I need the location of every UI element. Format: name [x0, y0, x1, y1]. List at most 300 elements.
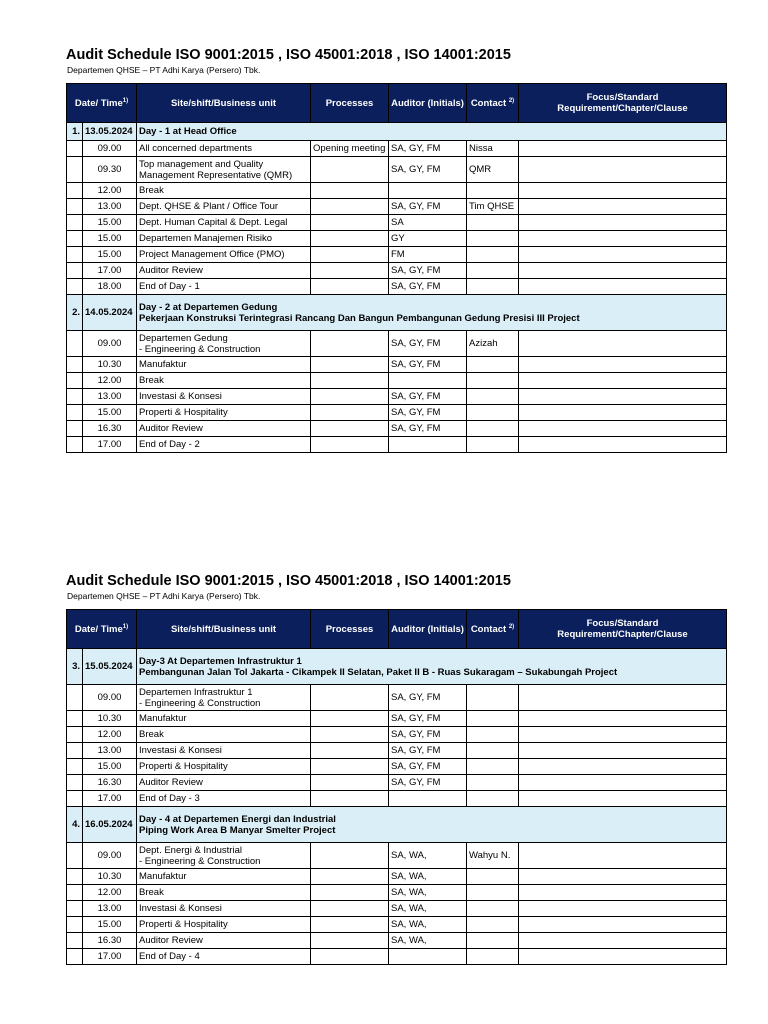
row-time: 15.00	[83, 215, 137, 231]
row-focus	[519, 727, 727, 743]
header-footnote-marker: 1)	[122, 624, 129, 631]
row-spacer	[67, 199, 83, 215]
row-focus	[519, 373, 727, 389]
row-focus	[519, 743, 727, 759]
row-auditor: SA, WA,	[389, 933, 467, 949]
row-site	[137, 215, 311, 231]
row-auditor: GY	[389, 231, 467, 247]
row-time: 09.30	[83, 157, 137, 183]
table-row	[67, 141, 727, 157]
header-footnote-marker: 2)	[508, 624, 515, 631]
row-focus	[519, 215, 727, 231]
row-site	[137, 437, 311, 453]
row-auditor: SA, GY, FM	[389, 727, 467, 743]
row-time: 09.00	[83, 141, 137, 157]
day-date: 13.05.2024	[83, 123, 137, 141]
row-site	[137, 421, 311, 437]
row-contact	[467, 405, 519, 421]
row-contact	[467, 247, 519, 263]
row-site-line1: Project Management Office (PMO)	[139, 249, 285, 260]
row-site-line1: Break	[139, 887, 164, 898]
row-site	[137, 743, 311, 759]
row-processes	[311, 183, 389, 199]
row-processes	[311, 869, 389, 885]
row-site-line1: Auditor Review	[139, 265, 203, 276]
row-time: 13.00	[83, 743, 137, 759]
row-contact	[467, 711, 519, 727]
row-time: 13.00	[83, 901, 137, 917]
day-heading-title: Day - 2 at Departemen Gedung	[139, 301, 278, 313]
row-site	[137, 685, 311, 711]
row-spacer	[67, 231, 83, 247]
row-spacer	[67, 357, 83, 373]
row-contact: Azizah	[467, 331, 519, 357]
row-site	[137, 885, 311, 901]
row-contact	[467, 759, 519, 775]
table-row	[67, 711, 727, 727]
row-focus	[519, 247, 727, 263]
row-focus	[519, 869, 727, 885]
document-title: Audit Schedule ISO 9001:2015 , ISO 45001:2018 , ISO 14001:2015	[66, 47, 511, 63]
row-processes	[311, 917, 389, 933]
row-auditor: SA, GY, FM	[389, 405, 467, 421]
row-site-line2: - Engineering & Construction	[139, 343, 261, 355]
row-focus	[519, 885, 727, 901]
table-row	[67, 885, 727, 901]
row-site-line1: Top management and Quality	[139, 158, 264, 170]
day-heading-title: Day - 4 at Departemen Energi dan Industrial	[139, 813, 336, 825]
header-date-time	[67, 610, 137, 649]
row-site	[137, 331, 311, 357]
table-row	[67, 949, 727, 965]
header-date-time	[67, 84, 137, 123]
document-subtitle: Departemen QHSE – PT Adhi Karya (Persero) Tbk.	[67, 591, 261, 601]
row-focus	[519, 279, 727, 295]
row-focus	[519, 183, 727, 199]
row-spacer	[67, 901, 83, 917]
row-focus	[519, 421, 727, 437]
row-time: 16.30	[83, 933, 137, 949]
header-auditor: Auditor (Initials)	[389, 84, 467, 123]
day-date: 15.05.2024	[83, 649, 137, 685]
day-date: 14.05.2024	[83, 295, 137, 331]
row-site-line1: End of Day - 2	[139, 439, 200, 450]
row-time: 10.30	[83, 357, 137, 373]
header-site: Site/shift/Business unit	[137, 610, 311, 649]
header-auditor: Auditor (Initials)	[389, 610, 467, 649]
table-header-row	[67, 610, 727, 649]
row-spacer	[67, 869, 83, 885]
row-processes	[311, 279, 389, 295]
row-auditor: SA, WA,	[389, 843, 467, 869]
table-header-row	[67, 84, 727, 123]
table-row	[67, 331, 727, 357]
row-focus	[519, 263, 727, 279]
row-time: 12.00	[83, 183, 137, 199]
table-row	[67, 759, 727, 775]
row-time: 10.30	[83, 711, 137, 727]
day-number: 2.	[67, 295, 83, 331]
row-contact	[467, 869, 519, 885]
row-spacer	[67, 685, 83, 711]
table-row	[67, 743, 727, 759]
row-spacer	[67, 405, 83, 421]
row-site	[137, 199, 311, 215]
row-auditor: SA, GY, FM	[389, 279, 467, 295]
row-site	[137, 373, 311, 389]
table-row	[67, 215, 727, 231]
header-footnote-marker: 1)	[122, 98, 129, 105]
row-contact	[467, 389, 519, 405]
row-site	[137, 231, 311, 247]
row-site	[137, 263, 311, 279]
row-focus	[519, 933, 727, 949]
row-spacer	[67, 885, 83, 901]
row-spacer	[67, 775, 83, 791]
row-site-line1: Auditor Review	[139, 423, 203, 434]
row-time: 17.00	[83, 791, 137, 807]
row-time: 09.00	[83, 331, 137, 357]
header-processes: Processes	[311, 84, 389, 123]
row-contact	[467, 437, 519, 453]
table-row	[67, 421, 727, 437]
row-site-line1: Auditor Review	[139, 935, 203, 946]
table-row	[67, 389, 727, 405]
row-focus	[519, 775, 727, 791]
row-time: 15.00	[83, 917, 137, 933]
table-row	[67, 775, 727, 791]
row-processes	[311, 157, 389, 183]
row-focus	[519, 791, 727, 807]
row-contact	[467, 183, 519, 199]
table-row	[67, 727, 727, 743]
row-processes	[311, 775, 389, 791]
row-time: 17.00	[83, 263, 137, 279]
table-row	[67, 279, 727, 295]
row-contact	[467, 949, 519, 965]
row-processes	[311, 791, 389, 807]
row-focus	[519, 949, 727, 965]
row-processes	[311, 263, 389, 279]
row-processes	[311, 685, 389, 711]
row-site-line1: Properti & Hospitality	[139, 407, 228, 418]
row-focus	[519, 759, 727, 775]
row-processes	[311, 331, 389, 357]
header-site: Site/shift/Business unit	[137, 84, 311, 123]
row-auditor: SA, GY, FM	[389, 743, 467, 759]
row-processes	[311, 215, 389, 231]
schedule-header-2	[66, 573, 726, 602]
row-time: 16.30	[83, 775, 137, 791]
day-heading-title: Day-3 At Departemen Infrastruktur 1	[139, 655, 302, 667]
row-site	[137, 901, 311, 917]
row-auditor: SA, GY, FM	[389, 759, 467, 775]
row-site	[137, 727, 311, 743]
row-processes	[311, 901, 389, 917]
row-spacer	[67, 215, 83, 231]
row-auditor: SA, GY, FM	[389, 141, 467, 157]
header-focus: Focus/Standard Requirement/Chapter/Clause	[519, 84, 727, 123]
day-number: 4.	[67, 807, 83, 843]
row-focus	[519, 405, 727, 421]
row-contact	[467, 727, 519, 743]
row-site-line2: - Engineering & Construction	[139, 697, 261, 709]
schedule-table-1	[66, 83, 727, 453]
row-contact	[467, 357, 519, 373]
row-time: 17.00	[83, 949, 137, 965]
schedule-header-1	[66, 47, 726, 76]
row-site-line1: All concerned departments	[139, 143, 253, 154]
row-site	[137, 405, 311, 421]
row-processes	[311, 437, 389, 453]
row-time: 18.00	[83, 279, 137, 295]
row-site	[137, 791, 311, 807]
row-site-line1: Investasi & Konsesi	[139, 391, 222, 402]
day-number: 3.	[67, 649, 83, 685]
day-number: 1.	[67, 123, 83, 141]
table-row	[67, 869, 727, 885]
row-site	[137, 389, 311, 405]
row-processes	[311, 933, 389, 949]
day-heading-project: Pembangunan Jalan Tol Jakarta - Cikampek II Selatan, Paket II B - Ruas Sukaragam – Sukabungah Project	[139, 666, 618, 678]
row-spacer	[67, 843, 83, 869]
table-row	[67, 373, 727, 389]
row-time: 09.00	[83, 685, 137, 711]
row-spacer	[67, 421, 83, 437]
row-spacer	[67, 711, 83, 727]
row-spacer	[67, 949, 83, 965]
row-contact: Nissa	[467, 141, 519, 157]
row-focus	[519, 901, 727, 917]
row-time: 15.00	[83, 759, 137, 775]
row-focus	[519, 231, 727, 247]
day-heading	[137, 123, 727, 141]
row-auditor: SA, GY, FM	[389, 421, 467, 437]
header-processes: Processes	[311, 610, 389, 649]
document-title: Audit Schedule ISO 9001:2015 , ISO 45001:2018 , ISO 14001:2015	[66, 573, 511, 589]
row-contact	[467, 933, 519, 949]
row-spacer	[67, 373, 83, 389]
row-processes	[311, 357, 389, 373]
row-site-line1: Departemen Manajemen Risiko	[139, 233, 273, 244]
row-time: 13.00	[83, 199, 137, 215]
row-time: 13.00	[83, 389, 137, 405]
row-site-line1: Break	[139, 185, 164, 196]
row-spacer	[67, 743, 83, 759]
schedule-table-2	[66, 609, 727, 965]
day-heading-project: Pekerjaan Konstruksi Terintegrasi Rancang Dan Bangun Pembangunan Gedung Presisi III Project	[139, 312, 580, 324]
day-heading-row	[67, 649, 727, 685]
row-site-line1: Auditor Review	[139, 777, 203, 788]
table-row	[67, 231, 727, 247]
row-site	[137, 933, 311, 949]
row-processes	[311, 389, 389, 405]
row-auditor: SA, GY, FM	[389, 331, 467, 357]
row-site-line1: Break	[139, 729, 164, 740]
table-row	[67, 843, 727, 869]
row-auditor: SA, WA,	[389, 901, 467, 917]
row-auditor: SA, GY, FM	[389, 711, 467, 727]
row-spacer	[67, 183, 83, 199]
row-site	[137, 141, 311, 157]
row-processes	[311, 199, 389, 215]
table-row	[67, 405, 727, 421]
day-heading-row	[67, 807, 727, 843]
row-spacer	[67, 141, 83, 157]
row-site-line1: Manufaktur	[139, 871, 187, 882]
row-processes	[311, 373, 389, 389]
row-auditor: SA, GY, FM	[389, 389, 467, 405]
row-focus	[519, 711, 727, 727]
row-spacer	[67, 791, 83, 807]
row-contact	[467, 685, 519, 711]
row-site	[137, 843, 311, 869]
row-site	[137, 357, 311, 373]
day-heading	[137, 807, 727, 843]
row-processes	[311, 843, 389, 869]
row-auditor: FM	[389, 247, 467, 263]
day-heading-row	[67, 123, 727, 141]
day-heading	[137, 649, 727, 685]
row-auditor: SA, WA,	[389, 869, 467, 885]
row-spacer	[67, 157, 83, 183]
row-site-line1: Investasi & Konsesi	[139, 903, 222, 914]
row-site-line1: End of Day - 1	[139, 281, 200, 292]
row-auditor: SA	[389, 215, 467, 231]
row-time: 17.00	[83, 437, 137, 453]
row-site	[137, 949, 311, 965]
row-contact	[467, 743, 519, 759]
row-site-line2: - Engineering & Construction	[139, 855, 261, 867]
row-auditor	[389, 949, 467, 965]
header-date-time-label: Date/ Time	[74, 624, 123, 636]
row-focus	[519, 843, 727, 869]
row-contact: QMR	[467, 157, 519, 183]
day-heading	[137, 295, 727, 331]
row-site	[137, 917, 311, 933]
row-site-line1: Dept. Energi & Industrial	[139, 844, 242, 856]
row-spacer	[67, 389, 83, 405]
row-site-line1: Departemen Infrastruktur 1	[139, 686, 253, 698]
row-site-line1: Properti & Hospitality	[139, 919, 228, 930]
row-focus	[519, 141, 727, 157]
row-auditor: SA, GY, FM	[389, 685, 467, 711]
header-contact	[467, 610, 519, 649]
row-processes	[311, 885, 389, 901]
day-heading-row	[67, 295, 727, 331]
table-row	[67, 791, 727, 807]
row-auditor: SA, GY, FM	[389, 357, 467, 373]
row-spacer	[67, 933, 83, 949]
row-spacer	[67, 727, 83, 743]
table-row	[67, 437, 727, 453]
row-processes	[311, 743, 389, 759]
row-time: 10.30	[83, 869, 137, 885]
row-auditor	[389, 437, 467, 453]
row-spacer	[67, 331, 83, 357]
row-processes	[311, 949, 389, 965]
day-heading-title: Day - 1 at Head Office	[139, 126, 237, 137]
row-auditor: SA, WA,	[389, 917, 467, 933]
row-auditor: SA, GY, FM	[389, 199, 467, 215]
row-site	[137, 183, 311, 199]
row-focus	[519, 917, 727, 933]
table-row	[67, 247, 727, 263]
row-contact	[467, 885, 519, 901]
row-focus	[519, 389, 727, 405]
row-auditor: SA, GY, FM	[389, 775, 467, 791]
row-time: 15.00	[83, 231, 137, 247]
row-time: 12.00	[83, 727, 137, 743]
row-site-line1: Manufaktur	[139, 713, 187, 724]
row-time: 12.00	[83, 885, 137, 901]
row-contact	[467, 775, 519, 791]
row-auditor	[389, 791, 467, 807]
table-row	[67, 685, 727, 711]
header-contact	[467, 84, 519, 123]
header-date-time-label: Date/ Time	[74, 98, 123, 110]
day-heading-project: Piping Work Area B Manyar Smelter Project	[139, 824, 336, 836]
table-row	[67, 183, 727, 199]
row-time: 15.00	[83, 405, 137, 421]
row-processes	[311, 421, 389, 437]
row-site-line1: Dept. Human Capital & Dept. Legal	[139, 217, 288, 228]
row-auditor	[389, 373, 467, 389]
row-processes	[311, 405, 389, 421]
row-auditor: SA, GY, FM	[389, 263, 467, 279]
row-site-line1: Properti & Hospitality	[139, 761, 228, 772]
row-processes	[311, 727, 389, 743]
header-footnote-marker: 2)	[508, 98, 515, 105]
day-date: 16.05.2024	[83, 807, 137, 843]
row-auditor: SA, GY, FM	[389, 157, 467, 183]
row-site-line1: End of Day - 3	[139, 793, 200, 804]
row-site	[137, 711, 311, 727]
row-focus	[519, 331, 727, 357]
row-site-line1: Manufaktur	[139, 359, 187, 370]
row-spacer	[67, 437, 83, 453]
table-row	[67, 357, 727, 373]
row-processes: Opening meeting	[311, 141, 389, 157]
row-focus	[519, 357, 727, 373]
row-time: 09.00	[83, 843, 137, 869]
row-spacer	[67, 279, 83, 295]
row-processes	[311, 711, 389, 727]
row-auditor: SA, WA,	[389, 885, 467, 901]
row-contact	[467, 791, 519, 807]
header-contact-label: Contact	[470, 624, 507, 636]
table-row	[67, 263, 727, 279]
row-spacer	[67, 263, 83, 279]
header-contact-label: Contact	[470, 98, 507, 110]
row-contact	[467, 263, 519, 279]
row-focus	[519, 685, 727, 711]
row-site-line1: Departemen Gedung	[139, 332, 228, 344]
row-site	[137, 279, 311, 295]
row-site-line1: End of Day - 4	[139, 951, 200, 962]
row-site	[137, 157, 311, 183]
row-site	[137, 759, 311, 775]
row-focus	[519, 437, 727, 453]
header-focus: Focus/Standard Requirement/Chapter/Clause	[519, 610, 727, 649]
row-spacer	[67, 759, 83, 775]
table-row	[67, 157, 727, 183]
row-auditor	[389, 183, 467, 199]
row-spacer	[67, 247, 83, 263]
row-contact	[467, 279, 519, 295]
row-contact	[467, 373, 519, 389]
row-time: 16.30	[83, 421, 137, 437]
